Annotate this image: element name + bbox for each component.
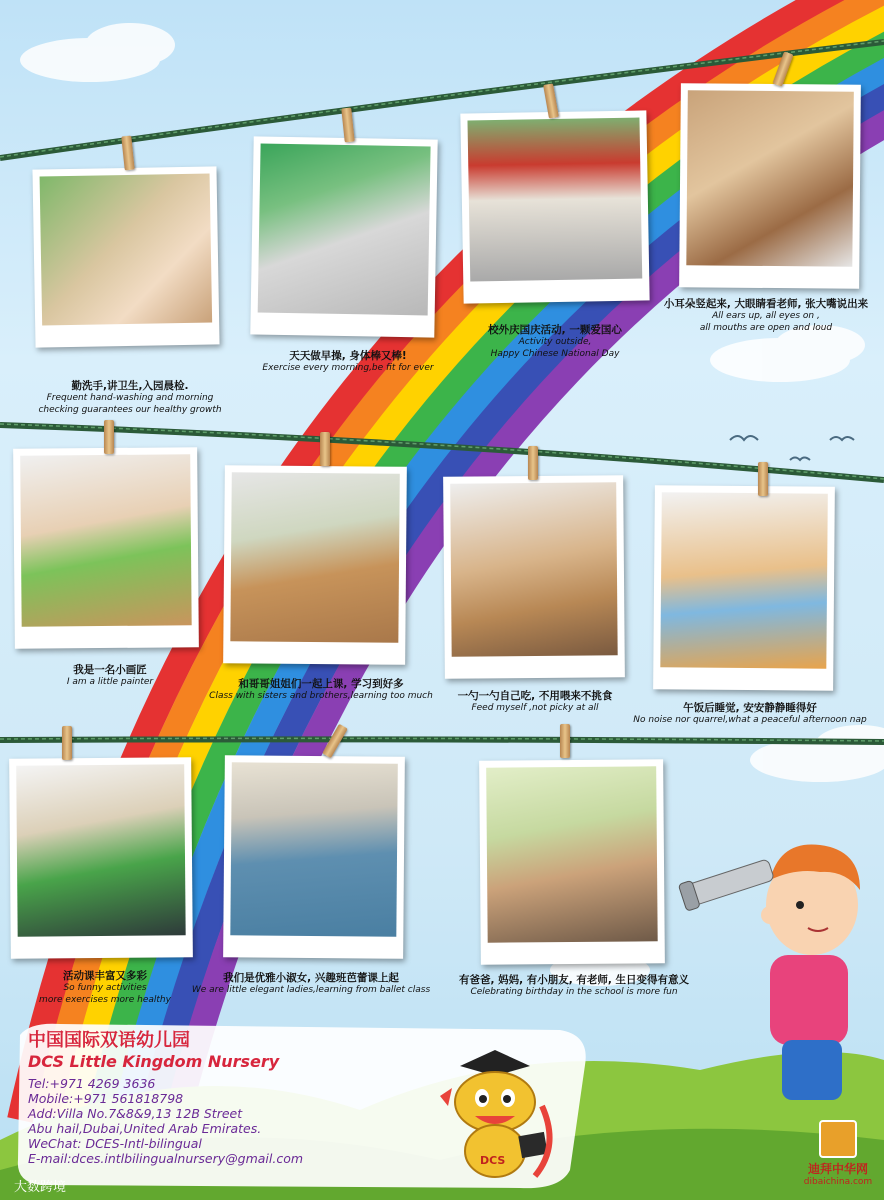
caption-feed-myself: 一勺一勺自己吃, 不用喂来不挑食 Feed myself ,not picky at all bbox=[457, 690, 613, 713]
nursery-name-en: DCS Little Kingdom Nursery bbox=[28, 1052, 280, 1071]
nursery-email: E-mail:dces.intlbilingualnursery@gmail.com bbox=[28, 1151, 304, 1166]
photo-handwashing bbox=[32, 166, 219, 347]
nursery-tel: Tel:+971 4269 3636 bbox=[28, 1076, 156, 1091]
watermark-logo-icon bbox=[819, 1120, 857, 1158]
nursery-name-zh: 中国国际双语幼儿园 bbox=[28, 1030, 190, 1051]
photo-feed-myself bbox=[443, 475, 625, 679]
caption-ears-up: 小耳朵竖起来, 大眼睛看老师, 张大嘴说出来 All ears up, all eyes on , all mouths are open and loud bbox=[663, 298, 869, 333]
caption-ballet: 我们是优雅小淑女, 兴趣班芭蕾课上起 We are little elegant ladies,learning from ballet class bbox=[191, 972, 431, 995]
photo-little-painter bbox=[13, 447, 199, 649]
photo-class-together bbox=[223, 465, 407, 665]
caption-handwashing: 勤洗手,讲卫生,入园晨检. Frequent hand-washing and morning checking guarantees our healthy growth bbox=[38, 380, 222, 415]
watermark-left: 大数跨境 bbox=[14, 1180, 67, 1195]
nursery-mobile: Mobile:+971 561818798 bbox=[28, 1091, 184, 1106]
photo-morning-exercise bbox=[250, 136, 437, 337]
photo-birthday bbox=[479, 759, 665, 965]
caption-morning-exercise: 天天做早操, 身体棒又棒! Exercise every morning,be fit for ever bbox=[262, 350, 434, 373]
caption-activities: 活动课丰富又多彩 So funny activities more exercises more healthy bbox=[39, 970, 171, 1005]
nursery-wechat: WeChat: DCES-Intl-bilingual bbox=[28, 1136, 202, 1151]
photo-national-day bbox=[460, 110, 649, 303]
clothespin bbox=[528, 446, 538, 480]
clothespin bbox=[104, 420, 114, 454]
clothespin bbox=[62, 726, 72, 760]
caption-national-day: 校外庆国庆活动, 一颗爱国心 Activity outside, Happy Chinese National Day bbox=[488, 324, 622, 359]
mascot-badge: DCS bbox=[480, 1154, 506, 1167]
caption-little-painter: 我是一名小画匠 I am a little painter bbox=[66, 664, 154, 687]
clothespin bbox=[758, 462, 768, 496]
photo-ears-up bbox=[679, 83, 861, 289]
clothespin bbox=[560, 724, 570, 758]
nursery-address-2: Abu hail,Dubai,United Arab Emirates. bbox=[28, 1121, 262, 1136]
caption-birthday: 有爸爸, 妈妈, 有小朋友, 有老师, 生日变得有意义 Celebrating birthday in the school is more fun bbox=[458, 974, 690, 997]
photo-activities bbox=[9, 757, 193, 959]
caption-afternoon-nap: 午饭后睡觉, 安安静静睡得好 No noise nor quarrel,what a peaceful afternoon nap bbox=[633, 702, 867, 725]
nursery-address-1: Add:Villa No.7&8&9,13 12B Street bbox=[28, 1106, 243, 1121]
dragon-mascot bbox=[420, 1036, 570, 1186]
watermark-right: 迪拜中华网 dibaichina.com bbox=[796, 1120, 880, 1187]
photo-ballet bbox=[223, 755, 405, 959]
nursery-info bbox=[28, 1030, 358, 1166]
clothespin bbox=[320, 432, 330, 466]
caption-class-together: 和哥哥姐姐们一起上课, 学习到好多 Class with sisters and brothers,learning too much bbox=[209, 678, 433, 701]
photo-afternoon-nap bbox=[653, 485, 835, 691]
